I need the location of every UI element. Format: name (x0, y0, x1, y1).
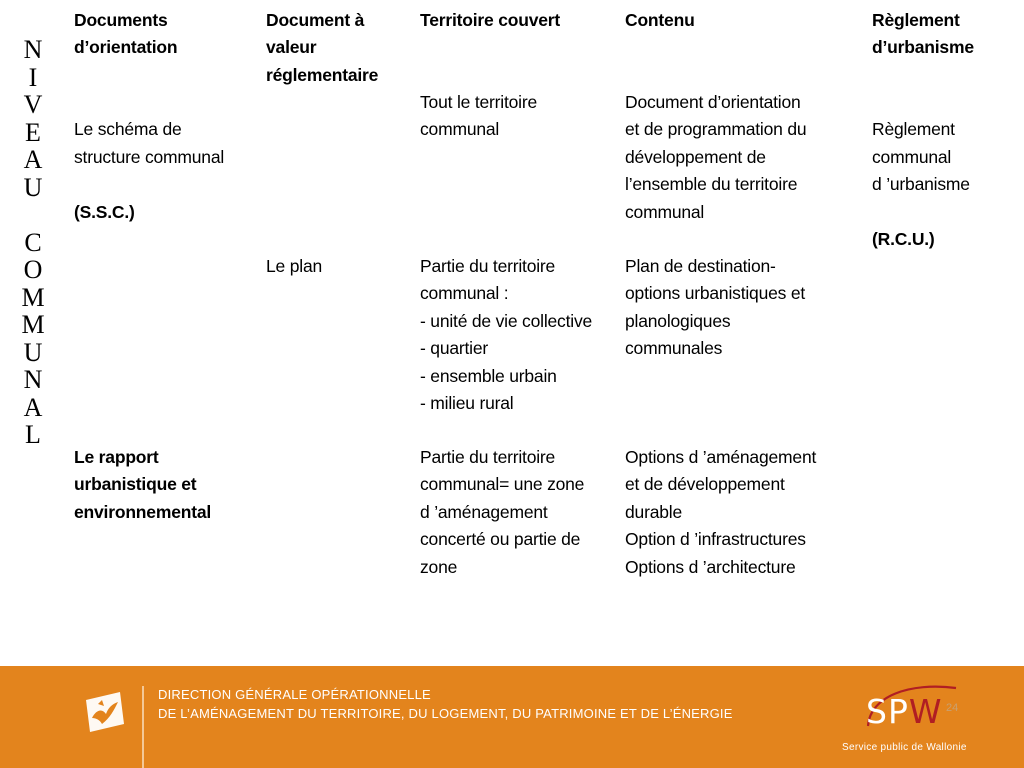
row3-territoire: Partie du territoire communal= une zone d ’aménagement concerté ou partie de zone (420, 447, 585, 577)
header-reglement-urbanisme: Règlement d’urbanisme (872, 10, 974, 58)
vertical-title-letter: M (21, 282, 45, 312)
vertical-title-letter: U (23, 172, 43, 202)
vertical-title-letter: N (23, 365, 43, 394)
spw-logo-w: W (908, 692, 943, 731)
row3-contenu: Options d ’aménagement et de développement durable Option d ’infrastructures Options d ’architecture (625, 447, 817, 577)
vertical-title-letter: N (23, 35, 43, 64)
row1-documents-orientation (74, 89, 259, 226)
spw-tagline: Service public de Wallonie (842, 742, 967, 753)
row1-rcu-abbrev: (R.C.U.) (872, 229, 935, 250)
spw-logo-text (866, 692, 943, 731)
vertical-title-letter: E (25, 117, 41, 147)
vertical-title-niveau-communal (14, 36, 52, 449)
footer-line1: DIRECTION GÉNÉRALE OPÉRATIONNELLE (158, 687, 431, 702)
footer-line2: DE L’AMÉNAGEMENT DU TERRITOIRE, DU LOGEMENT, DU PATRIMOINE ET DE L’ÉNERGIE (158, 706, 733, 721)
vertical-title-letter: V (23, 90, 43, 119)
vertical-title-letter: A (23, 392, 43, 422)
vertical-title-letter: C (24, 227, 42, 257)
vertical-title-letter (30, 201, 37, 229)
vertical-title-letter: M (21, 310, 45, 339)
vertical-title-letter: I (28, 62, 38, 92)
footer-direction-text (158, 685, 733, 723)
header-documents-orientation: Documents d’orientation (74, 10, 178, 58)
row1-territoire: Tout le territoire communal (420, 92, 538, 140)
page-number: 24 (946, 702, 959, 714)
wallonia-rooster-logo-icon (80, 688, 128, 736)
footer-banner (0, 666, 1024, 768)
row1-ssc-text: Le schéma de structure communal (74, 119, 225, 167)
vertical-title-letter: O (23, 255, 43, 284)
row2-document-reglementaire: Le plan (266, 256, 323, 276)
header-document-reglementaire: Document à valeur réglementaire (266, 10, 379, 85)
row1-rcu-text: Règlement communal d ’urbanisme (872, 119, 970, 195)
spw-logo-sp: SP (866, 692, 909, 731)
header-territoire-couvert: Territoire couvert (420, 10, 561, 30)
row3-documents-orientation: Le rapport urbanistique et environnemental (74, 447, 212, 522)
header-contenu: Contenu (625, 10, 695, 30)
vertical-title-letter: L (25, 420, 41, 449)
vertical-title-letter: A (23, 145, 43, 174)
footer-divider (142, 686, 144, 768)
row1-contenu: Document d’orientation et de programmation du développement de l’ensemble du territoire communal (625, 92, 807, 222)
row1-ssc-abbrev: (S.S.C.) (74, 201, 135, 222)
row2-contenu: Plan de destination- options urbanistiques et planologiques communales (625, 256, 806, 359)
row1-reglement (872, 89, 1022, 253)
vertical-title-letter: U (23, 337, 43, 367)
row2-territoire: Partie du territoire communal : - unité de vie collective - quartier - ensemble urbain - milieu rural (420, 256, 593, 414)
